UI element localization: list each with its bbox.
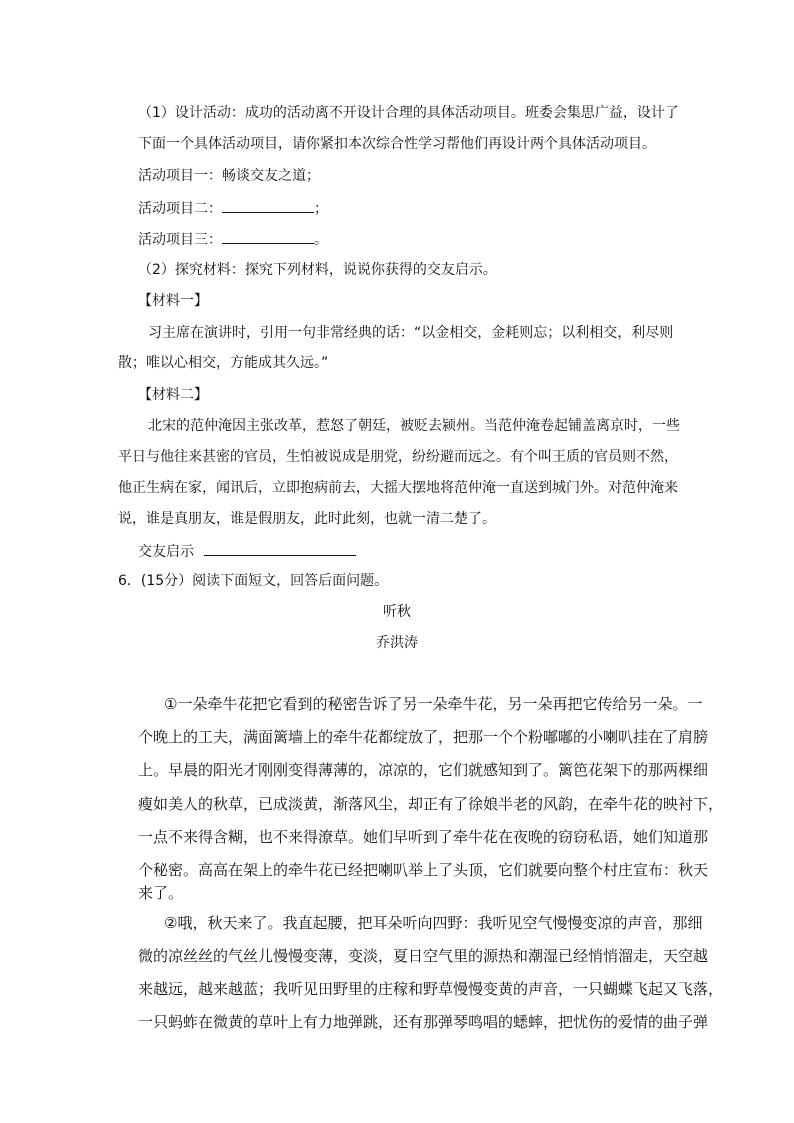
para1-line: 上。早晨的阳光才刚刚变得薄薄的，凉凉的，它们就感知到了。篱笆花架下的那两棵细 [138,761,709,779]
q5-part1-line1: （1）设计活动：成功的活动离不开设计合理的具体活动项目。班委会集思广益，设计了 [138,105,679,121]
activity-item-1: 活动项目一：畅谈交友之道； [138,168,320,184]
activity-item-2-blank[interactable] [222,198,314,213]
material-2-line1: 北宋的范仲淹因主张改革，惹怒了朝廷，被贬去颍州。当范仲淹卷起铺盖离京时，一些 [148,418,680,434]
article-author: 乔洪涛 [376,635,418,651]
activity-item-3-label: 活动项目三： [138,232,222,248]
para1-line: 个晚上的工夫，满面篱墙上的牵牛花都绽放了，把那一个个粉嘟嘟的小喇叭挂在了肩膀 [138,728,709,746]
insight-blank[interactable] [204,541,356,556]
activity-item-3 [138,229,328,250]
para1-line: ①一朵牵牛花把它看到的秘密告诉了另一朵牵牛花，另一朵再把它传给另一朵。一 [164,695,703,713]
q6-stem: 6．(15分）阅读下面短文，回答后面问题。 [118,573,389,589]
material-2-line2: 平日与他往来甚密的官员，生怕被说成是朋党，纷纷避而远之。有个叫王质的官员则不然， [118,449,678,465]
para1-line: 来了。 [138,884,184,902]
material-2-line3: 他正生病在家，闻讯后，立即抱病前去，大摇大摆地将范仲淹一直送到城门外。对范仲淹来 [118,480,678,496]
activity-item-3-end: 。 [314,232,328,248]
material-1-title: 【材料一】 [138,293,208,309]
q5-part1-line2: 下面一个具体活动项目，请你紧扣本次综合性学习帮他们再设计两个具体活动项目。 [138,136,656,152]
para2-line: 一只蚂蚱在微黄的草叶上有力地弹跳，还有那弹琴鸣唱的蟋蟀，把忧伤的爱情的曲子弹 [138,1013,709,1031]
para2-line: ②哦，秋天来了。我直起腰，把耳朵听向四野：我听见空气慢慢变凉的声音，那细 [164,914,703,932]
material-1-line1: 习主席在演讲时，引用一句非常经典的话：“以金相交，金耗则忘；以利相交，利尽则 [148,325,674,341]
insight-line [138,541,356,562]
activity-item-3-blank[interactable] [222,229,314,244]
para2-line: 微的凉丝丝的气丝儿慢慢变薄，变淡，夏日空气里的源热和潮湿已经悄悄溜走，天空越 [138,947,709,965]
material-2-title: 【材料二】 [138,387,208,403]
insight-label: 交友启示 [138,544,194,560]
para1-line: 一点不来得含糊，也不来得潦草。她们早听到了牵牛花在夜晚的窃窃私语，她们知道那 [138,828,709,846]
activity-item-2-end: ； [314,201,328,217]
q5-part2: （2）探究材料：探究下列材料，说说你获得的交友启示。 [138,262,497,278]
material-1-line2: 散；唯以心相交，方能成其久远。” [118,355,329,371]
material-2-line4: 说，谁是真朋友，谁是假朋友，此时此刻，也就一清二楚了。 [118,511,496,527]
para2-line: 来越远，越来越蓝；我听见田野里的庄稼和野草慢慢变黄的声音，一只蝴蝶飞起又飞落， [138,980,724,998]
para1-line: 瘦如美人的秋草，已成淡黄，渐落风尘，却正有了徐娘半老的风韵，在牵牛花的映衬下， [138,795,724,813]
activity-item-2 [138,198,328,219]
para1-line: 个秘密。高高在架上的牵牛花已经把喇叭举上了头顶，它们就要向整个村庄宣布：秋天 [138,861,709,879]
activity-item-2-label: 活动项目二： [138,201,222,217]
article-title: 听秋 [383,604,411,620]
